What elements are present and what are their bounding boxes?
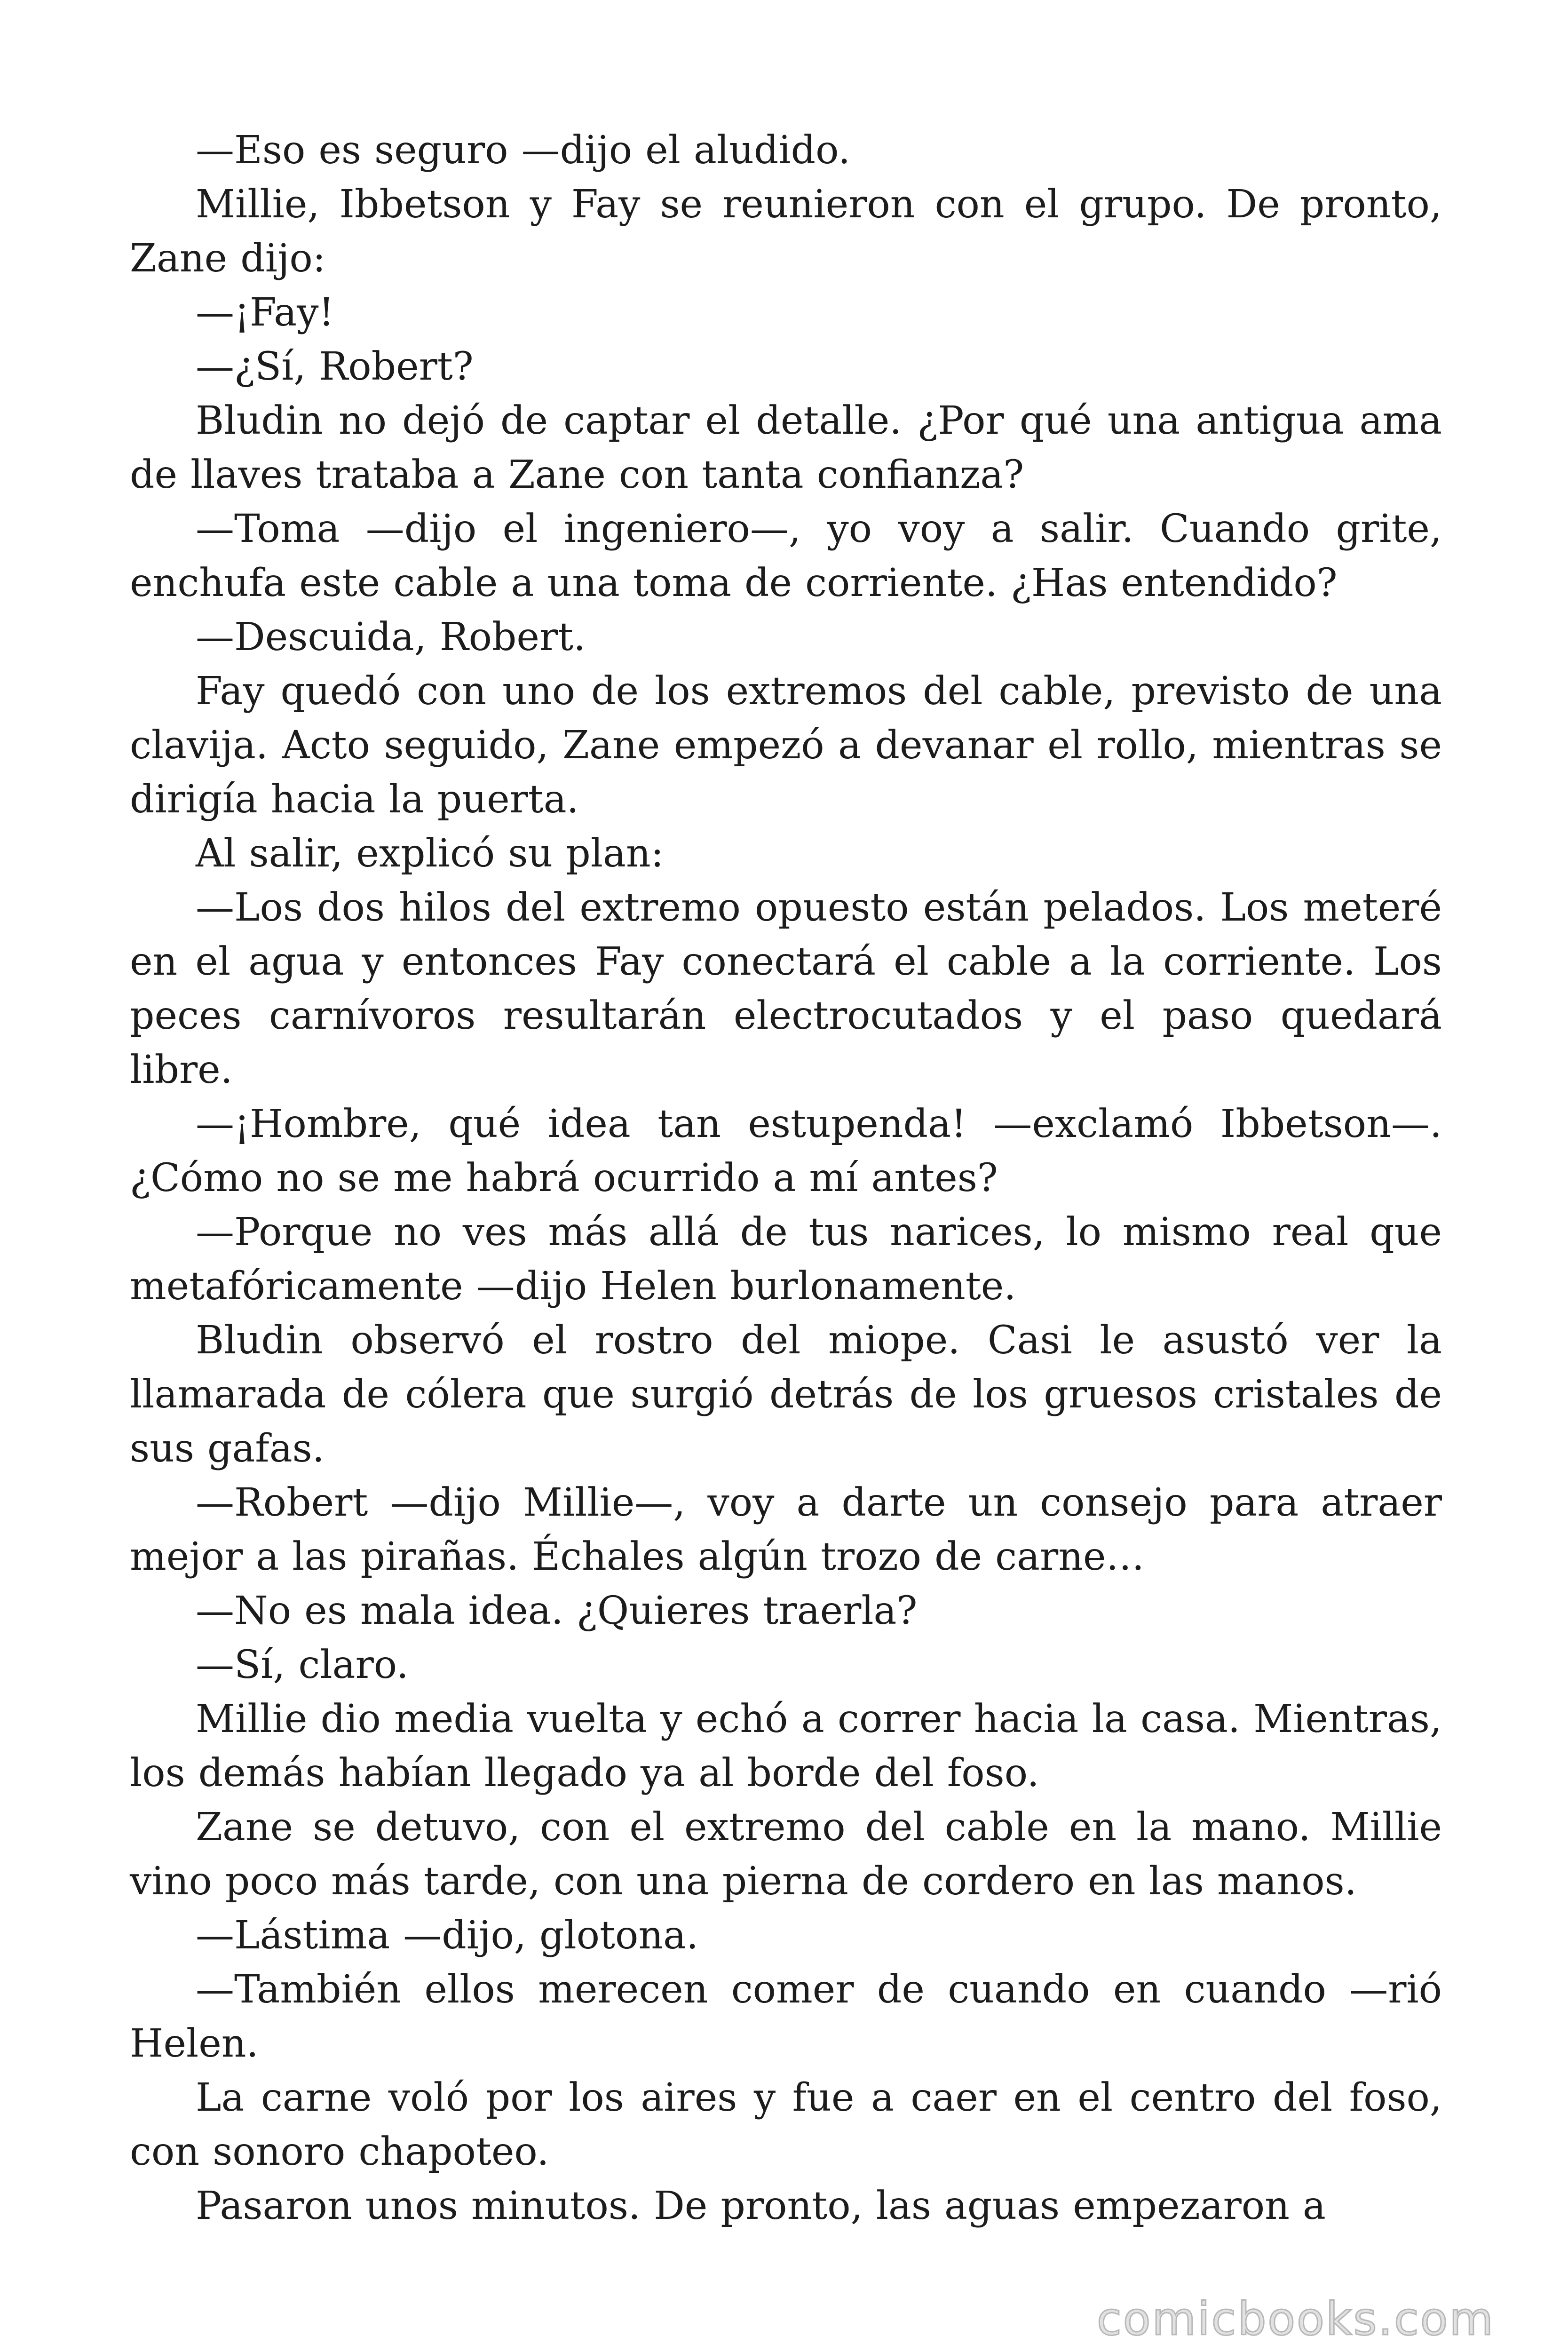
paragraph: —Descuida, Robert. (196, 615, 586, 660)
paragraph: Bludin no dejó de captar el detalle. ¿Por qué una antigua ama de llaves trataba a Zane con tanta confianza? (130, 398, 1442, 497)
paragraph: —Lástima —dijo, glotona. (196, 1913, 699, 1958)
paragraph: —Eso es seguro —dijo el aludido. (196, 128, 851, 173)
paragraph: —Robert —dijo Millie—, voy a darte un consejo para atraer mejor a las pirañas. Échales algún trozo de carne… (130, 1480, 1442, 1579)
paragraph: Bludin observó el rostro del miope. Casi le asustó ver la llamarada de cólera que surgió detrás de los gruesos cristales de sus gafas. (130, 1318, 1442, 1471)
paragraph: —Toma —dijo el ingeniero—, yo voy a salir. Cuando grite, enchufa este cable a una toma de corriente. ¿Has entendido? (130, 507, 1442, 605)
paragraph: —Sí, claro. (196, 1643, 409, 1687)
paragraph: Millie, Ibbetson y Fay se reunieron con el grupo. De pronto, Zane dijo: (130, 182, 1442, 281)
paragraph: Fay quedó con uno de los extremos del cable, previsto de una clavija. Acto seguido, Zane empezó a devanar el rollo, mientras se dirigía hacia la puerta. (130, 669, 1442, 822)
paragraph: —Los dos hilos del extremo opuesto están pelados. Los meteré en el agua y entonces Fay conectará el cable a la corriente. Los peces carnívoros resultarán electrocutados y el paso quedará libre. (130, 885, 1442, 1092)
paragraph: Millie dio media vuelta y echó a correr hacia la casa. Mientras, los demás habían llegado ya al borde del foso. (130, 1697, 1442, 1796)
paragraph: La carne voló por los aires y fue a caer en el centro del foso, con sonoro chapoteo. (130, 2075, 1442, 2174)
paragraph: Al salir, explicó su plan: (196, 831, 664, 876)
paragraph: Zane se detuvo, con el extremo del cable en la mano. Millie vino poco más tarde, con una pierna de cordero en las manos. (130, 1805, 1442, 1904)
paragraph: —¿Sí, Robert? (196, 344, 474, 389)
paragraph: —Porque no ves más allá de tus narices, lo mismo real que metafóricamente —dijo Helen burlonamente. (130, 1210, 1442, 1309)
book-page (130, 123, 1442, 2233)
paragraph: —¡Hombre, qué idea tan estupenda! —exclamó Ibbetson—. ¿Cómo no se me habrá ocurrido a mí antes? (130, 1102, 1442, 1200)
watermark: comicbooks.com (1096, 2293, 1495, 2345)
paragraph: —No es mala idea. ¿Quieres traerla? (196, 1589, 918, 1633)
paragraph: —También ellos merecen comer de cuando en cuando —rió Helen. (130, 1967, 1442, 2066)
paragraph: —¡Fay! (196, 290, 334, 335)
paragraph: Pasaron unos minutos. De pronto, las aguas empezaron a (196, 2184, 1326, 2228)
